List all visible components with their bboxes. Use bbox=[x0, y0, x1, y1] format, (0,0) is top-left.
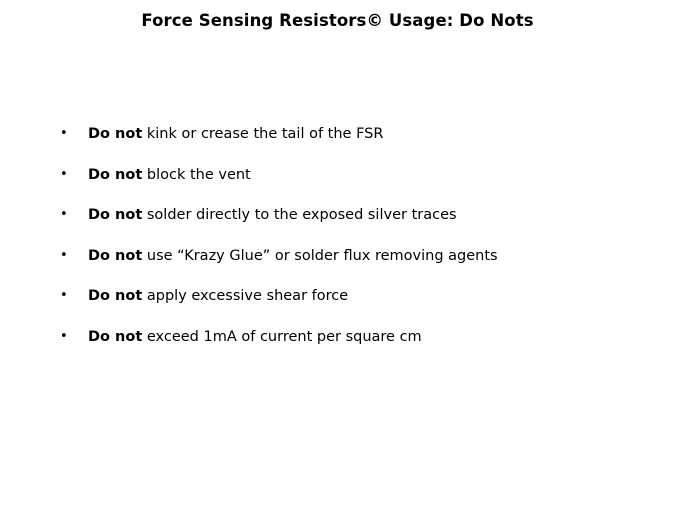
list-item-text bbox=[88, 246, 650, 266]
list-item bbox=[60, 205, 650, 225]
list-item bbox=[60, 124, 650, 144]
bullet-marker-icon: • bbox=[60, 288, 68, 303]
list-item-rest: block the vent bbox=[142, 166, 251, 183]
bullet-marker-icon: • bbox=[60, 166, 68, 182]
list-item-rest: solder directly to the exposed silver traces bbox=[142, 207, 457, 223]
list-item bbox=[60, 165, 650, 185]
list-item-text bbox=[88, 327, 650, 347]
list-item-rest: exceed 1mA of current per square cm bbox=[142, 328, 422, 345]
bullet-marker-icon: • bbox=[60, 207, 68, 222]
list-item bbox=[60, 286, 650, 306]
bullet-list bbox=[60, 124, 650, 367]
bullet-marker-icon: • bbox=[60, 126, 68, 141]
list-item-text bbox=[88, 205, 650, 225]
list-item-rest: kink or crease the tail of the FSR bbox=[142, 126, 384, 142]
list-item-text bbox=[88, 124, 650, 144]
list-item-lead: Do not bbox=[88, 166, 143, 183]
list-item bbox=[60, 246, 650, 266]
list-item-lead: Do not bbox=[88, 126, 143, 142]
list-item-lead: Do not bbox=[88, 328, 143, 345]
bullet-marker-icon: • bbox=[60, 247, 68, 263]
page-title: Force Sensing Resistors© Usage: Do Nots bbox=[141, 11, 534, 30]
list-item-lead: Do not bbox=[88, 247, 143, 264]
list-item-text bbox=[88, 165, 650, 185]
list-item-text bbox=[88, 286, 650, 306]
list-item-rest: apply excessive shear force bbox=[142, 288, 349, 304]
list-item-lead: Do not bbox=[88, 207, 143, 223]
bullet-marker-icon: • bbox=[60, 328, 68, 344]
list-item-rest: use “Krazy Glue” or solder flux removing agents bbox=[142, 247, 498, 264]
list-item-lead: Do not bbox=[88, 288, 143, 304]
list-item bbox=[60, 327, 650, 347]
